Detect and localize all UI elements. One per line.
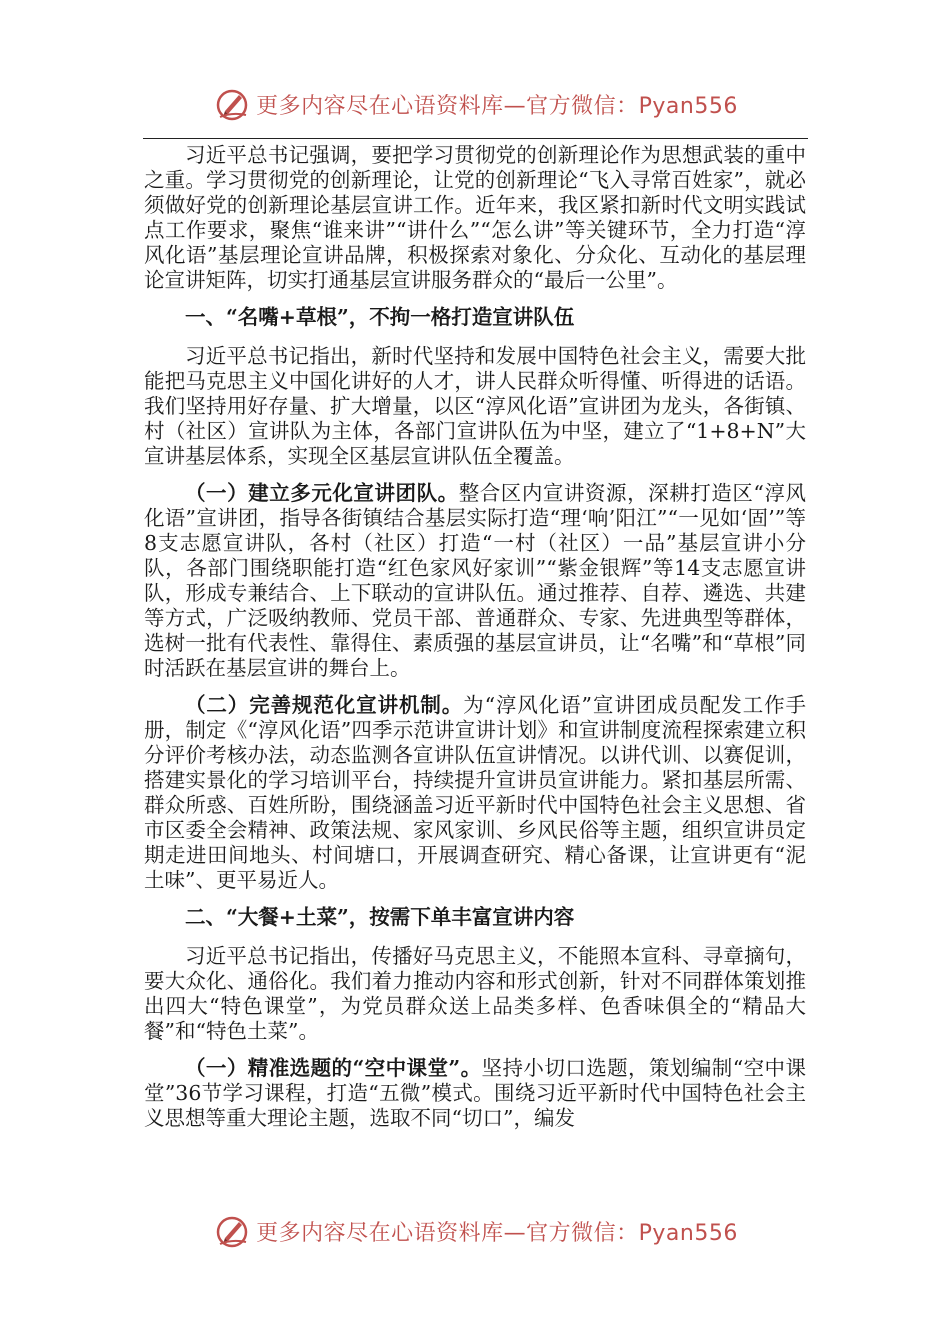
section-heading-1: 一、“名嘴+草根”，不拘一格打造宣讲队伍 bbox=[185, 305, 575, 329]
paragraph-air-class bbox=[144, 1056, 806, 1131]
document-body bbox=[144, 143, 806, 1143]
banner-text: 更多内容尽在心语资料库—官方微信：Pyan556 bbox=[256, 93, 738, 119]
paragraph-section-2: 习近平总书记指出，传播好马克思主义，不能照本宣科、寻章摘句，要大众化、通俗化。我们着力推动内容和形式创新，针对不同群体策划推出四大“特色课堂”，为党员群众送上品类多样、色香味俱全的“精品大餐”和“特色土菜”。 bbox=[144, 944, 806, 1043]
section-heading-2: 二、“大餐+土菜”，按需下单丰富宣讲内容 bbox=[185, 905, 575, 929]
subheading-mechanism: （二）完善规范化宣讲机制。 bbox=[185, 693, 464, 717]
header-banner bbox=[0, 84, 950, 124]
header-divider bbox=[143, 138, 808, 139]
paragraph-mechanism-text: 为“淳风化语”宣讲团成员配发工作手册，制定《“淳风化语”四季示范讲宣讲计划》和宣讲制度流程探索建立积分评价考核办法，动态监测各宣讲队伍宣讲情况。以讲代训、以赛促训，搭建实景化的学习培训平台，持续提升宣讲员宣讲能力。紧扣基层所需、群众所惑、百姓所盼，围绕涵盖习近平新时代中国特色社会主义思想、省市区委全会精神、政策法规、家风家训、乡风民俗等主题，组织宣讲员定期走进田间地头、村间塘口，开展调查研究、精心备课，让宣讲更有“泥土味”、更平易近人。 bbox=[144, 693, 806, 892]
paragraph-section-1: 习近平总书记指出，新时代坚持和发展中国特色社会主义，需要大批能把马克思主义中国化讲好的人才，讲人民群众听得懂、听得进的话语。我们坚持用好存量、扩大增量，以区“淳风化语”宣讲团为龙头，各街镇、村（社区）宣讲队为主体，各部门宣讲队伍为中坚，建立了“1+8+N”大宣讲基层体系，实现全区基层宣讲队伍全覆盖。 bbox=[144, 344, 806, 468]
pen-logo-icon bbox=[212, 1211, 252, 1251]
banner-text: 更多内容尽在心语资料库—官方微信：Pyan556 bbox=[256, 1220, 738, 1246]
paragraph-team-text: 整合区内宣讲资源，深耕打造区“淳风化语”宣讲团，指导各街镇结合基层实际打造“理‘响’阳江”“一见如‘固’”等8支志愿宣讲队，各村（社区）打造“一村（社区）一品”基层宣讲小分队，各部门围绕职能打造“红色家风好家训”“紫金银辉”等14支志愿宣讲队，形成专兼结合、上下联动的宣讲队伍。通过推荐、自荐、遴选、共建等方式，广泛吸纳教师、党员干部、普通群众、专家、先进典型等群体，选树一批有代表性、靠得住、素质强的基层宣讲员，让“名嘴”和“草根”同时活跃在基层宣讲的舞台上。 bbox=[144, 481, 807, 680]
paragraph-intro: 习近平总书记强调，要把学习贯彻党的创新理论作为思想武装的重中之重。学习贯彻党的创新理论，让党的创新理论“飞入寻常百姓家”，就必须做好党的创新理论基层宣讲工作。近年来，我区紧扣新时代文明实践试点工作要求，聚焦“谁来讲”“讲什么”“怎么讲”等关键环节，全力打造“淳风化语”基层理论宣讲品牌，积极探索对象化、分众化、互动化的基层理论宣讲矩阵，切实打通基层宣讲服务群众的“最后一公里”。 bbox=[144, 143, 806, 292]
paragraph-mechanism bbox=[144, 693, 806, 893]
footer-banner bbox=[0, 1211, 950, 1251]
paragraph-team bbox=[144, 481, 806, 681]
paragraph-air-class-text: 坚持小切口选题，策划编制“空中课堂”36节学习课程，打造“五微”模式。围绕习近平新时代中国特色社会主义思想等重大理论主题，选取不同“切口”，编发 bbox=[144, 1056, 806, 1130]
subheading-air-class: （一）精准选题的“空中课堂”。 bbox=[185, 1056, 482, 1080]
subheading-team: （一）建立多元化宣讲团队。 bbox=[185, 481, 459, 505]
pen-logo-icon bbox=[212, 84, 252, 124]
